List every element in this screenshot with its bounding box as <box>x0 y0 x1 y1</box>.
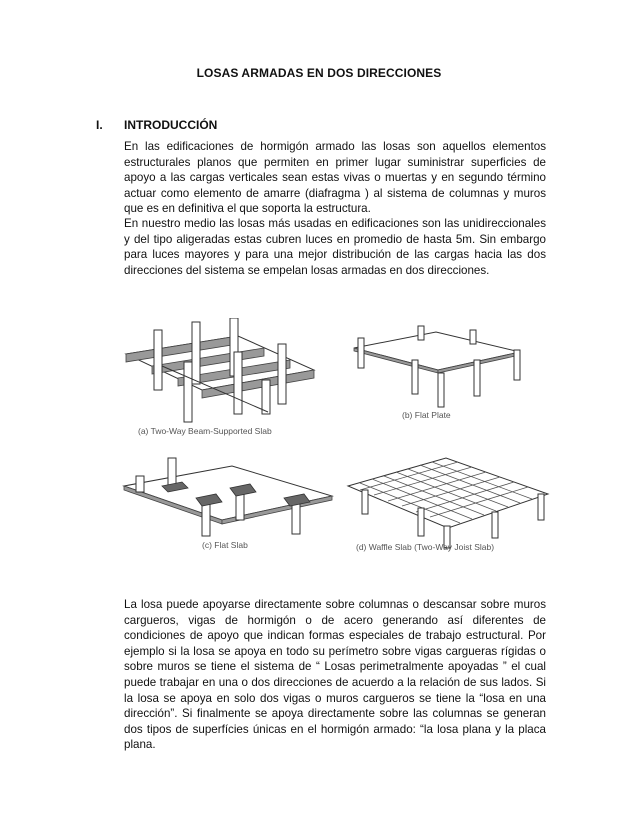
section-number: I. <box>96 118 103 132</box>
caption-d: (d) Waffle Slab (Two-Way Joist Slab) <box>356 542 495 552</box>
section-heading: INTRODUCCIÓN <box>124 118 218 132</box>
caption-a: (a) Two-Way Beam-Supported Slab <box>138 426 272 436</box>
flat-slab-illustration <box>124 458 332 550</box>
caption-c: (c) Flat Slab <box>202 540 248 550</box>
waffle-slab-illustration <box>348 458 548 552</box>
beam-supported-slab-illustration <box>126 318 314 436</box>
slab-types-figure <box>118 318 552 562</box>
paragraph-2: En nuestro medio las losas más usadas en edificaciones son las unidireccionales y del tipo aligeradas estas cubren luces en promedio de hasta 5m. Sin embargo para luces mayores y para una mejor distribución de las cargas hacia las dos direcciones del sistema se empelan losas armadas en dos direcciones. <box>124 217 546 277</box>
paragraph-3: La losa puede apoyarse directamente sobre columnas o descansar sobre muros cargueros, vigas de hormigón o de acero generando así diferentes de condiciones de apoyo que indican formas especiales de trabajo estructural. Por ejemplo si la losa se apoya en todo su perímetro sobre vigas cargueras rígidas o sobre muros se tiene el sistema de “ Losas perimetralmente apoyadas ” el cual puede trabajar en una o dos direcciones de acuerdo a la relación de sus lados. Si la losa se apoya en solo dos vigas o muros cargueros se tiene la “losa en una dirección”. Si finalmente se apoya directamente sobre las columnas se generan dos tipos de superfícies únicas en el hormigón armado: “la losa plana y la placa plana. <box>124 598 546 752</box>
document-title: LOSAS ARMADAS EN DOS DIRECCIONES <box>196 66 442 80</box>
flat-plate-illustration <box>354 326 520 420</box>
caption-b: (b) Flat Plate <box>402 410 451 420</box>
paragraph-1: En las edificaciones de hormigón armado las losas son aquellos elementos estructurales planos que permiten en primer lugar suministrar superficies de apoyo a las cargas verticales sean estas vivas o muertas y en segundo término actuar como elemento de amarre (diafragma ) al sistema de columnas y muros que es en definitiva el que soporta la estructura. <box>124 140 546 216</box>
